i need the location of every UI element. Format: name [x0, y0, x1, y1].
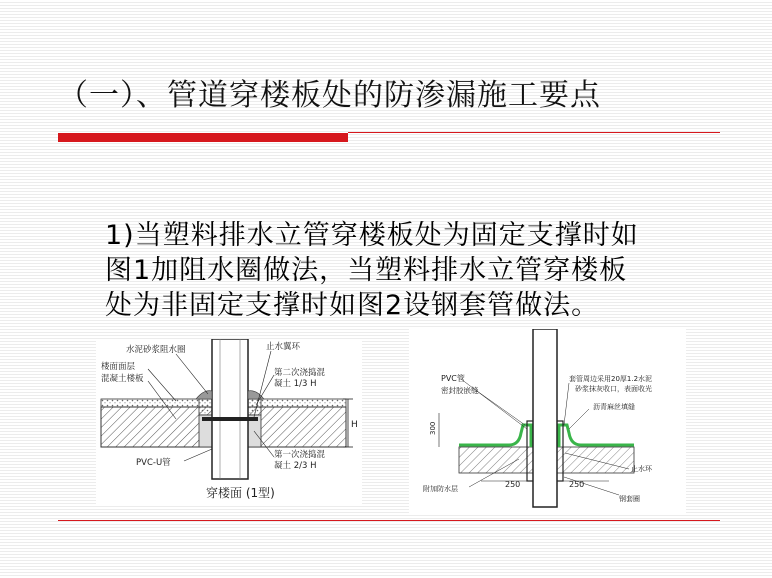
label-second-pour-2: 凝土 1/3 H — [274, 379, 317, 389]
label-second-pour-1: 第二次浇捣混 — [274, 368, 326, 378]
dim-h-label: H — [351, 420, 358, 430]
figure-2-diagram — [409, 329, 686, 513]
label-sleeve-note-1: 套管周边采用20厚1.2水泥 — [569, 375, 653, 383]
water-stop-ring — [202, 417, 258, 421]
title-accent-bar — [58, 133, 348, 142]
title-underline — [348, 132, 720, 133]
dim-250-right: 250 — [569, 480, 585, 489]
label-first-pour-1: 第一次浇捣混 — [274, 450, 326, 460]
pvc-pipe — [533, 329, 557, 507]
label-concrete-slab: 混凝土楼板 — [101, 374, 144, 384]
figure-2-svg — [409, 329, 686, 513]
label-sealant: 密封胶嵌缝 — [441, 386, 479, 395]
slide-title: （一）、管道穿楼板处的防渗漏施工要点 — [58, 78, 601, 113]
body-line: 1)当塑料排水立管穿楼板处为固定支撑时如 — [105, 220, 639, 251]
label-first-pour-2: 凝土 2/3 H — [274, 461, 317, 471]
label-surface-layer: 楼面面层 — [101, 362, 136, 372]
dim-250-left: 250 — [505, 480, 521, 489]
label-water-stop-ring: 止水翼环 — [266, 342, 301, 352]
label-waterproof-layer: 附加防水层 — [423, 485, 458, 493]
footer-rule — [58, 520, 720, 521]
label-sleeve-note-2: 砂浆抹灰收口，表面收光 — [575, 385, 652, 393]
label-pipe: PVC管 — [441, 374, 465, 383]
label-pipe: PVC-U管 — [136, 458, 171, 468]
label-mortar-ring: 水泥砂浆阻水圈 — [126, 345, 186, 355]
body-line: 处为非固定支撑时如图2设钢套管做法。 — [105, 290, 600, 321]
figure-1-diagram — [96, 339, 362, 505]
body-paragraph — [105, 218, 735, 323]
pvc-pipe — [212, 339, 248, 479]
label-asphalt-joint: 沥青麻丝填缝 — [593, 403, 635, 411]
figure-1-svg — [96, 339, 362, 505]
body-line: 图1加阻水圈做法，当塑料排水立管穿楼板 — [105, 255, 628, 286]
label-stop-ring: 止水环 — [631, 465, 652, 473]
figure-1-caption: 穿楼面 (1型) — [206, 486, 275, 500]
label-steel-sleeve: 钢套圈 — [619, 495, 640, 503]
dim-300-label: 300 — [429, 421, 437, 435]
